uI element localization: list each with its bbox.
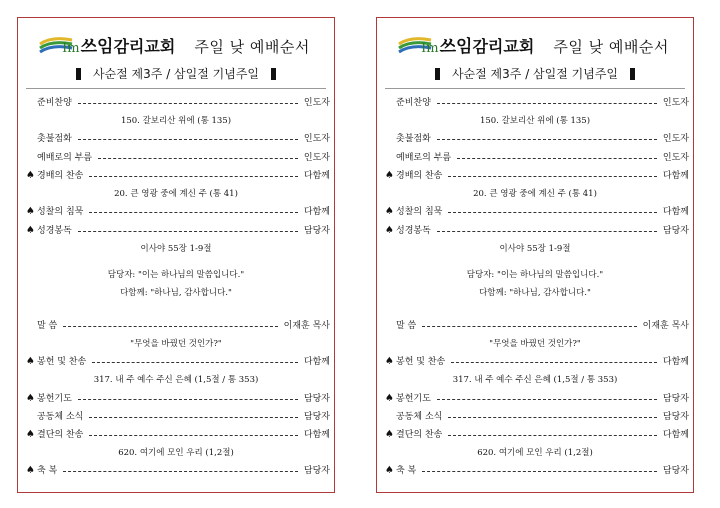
order-item-row (377, 224, 693, 238)
right-block-mark (271, 68, 276, 80)
order-item-label: 촛불점화 (396, 134, 431, 144)
order-item-role: 다함께 (303, 171, 330, 181)
dotted-leader (89, 435, 298, 436)
order-item-row (377, 428, 693, 442)
order-item-row (18, 392, 334, 406)
order-item-role: 담당자 (662, 394, 689, 404)
order-item-detail: 620. 여기에 모인 우리 (1,2절) (118, 448, 234, 458)
order-item-detail: 이사야 55장 1-9절 (499, 244, 571, 254)
dotted-leader (89, 417, 298, 418)
order-item-row (18, 464, 334, 478)
spade-icon: ♠ (385, 225, 394, 236)
order-item-role: 담당자 (662, 226, 689, 236)
order-item-role: 다함께 (662, 171, 689, 181)
order-item-label: 예배로의 부름 (37, 153, 93, 163)
order-item-label: 결단의 찬송 (396, 430, 443, 440)
order-item-detail: 620. 여기에 모인 우리 (1,2절) (477, 448, 593, 458)
order-item-label: 경배의 찬송 (396, 171, 443, 181)
order-item-row (377, 132, 693, 146)
dotted-leader (448, 435, 657, 436)
order-item-label: 성찰의 침묵 (37, 207, 84, 217)
right-block-mark (630, 68, 635, 80)
order-item-label: 공동체 소식 (396, 412, 443, 422)
subtitle-text: 사순절 제3주 / 삼일절 기념주일 (451, 67, 619, 81)
dotted-leader (98, 158, 298, 159)
spade-icon: ♠ (385, 170, 394, 181)
church-logo (401, 32, 534, 57)
order-item-label: 성찰의 침묵 (396, 207, 443, 217)
order-item-label: 성경봉독 (37, 226, 72, 236)
dotted-leader (78, 139, 298, 140)
dotted-leader (63, 326, 278, 327)
logo-ssu-text: 쓰임 (439, 37, 473, 57)
order-item-row (18, 319, 334, 333)
order-item-label: 봉헌기도 (37, 394, 72, 404)
order-item-role: 인도자 (303, 153, 330, 163)
dotted-leader (422, 471, 657, 472)
header-divider (26, 88, 326, 89)
order-item-role: 담당자 (303, 226, 330, 236)
order-item-label: 결단의 찬송 (37, 430, 84, 440)
order-item-label: 공동체 소식 (37, 412, 84, 422)
dotted-leader (451, 362, 657, 363)
left-block-mark (76, 68, 81, 80)
dotted-leader (92, 362, 298, 363)
logo-ssu-text: 쓰임 (80, 37, 114, 57)
order-item-row (18, 355, 334, 369)
dotted-leader (63, 471, 298, 472)
order-item-label: 축 복 (37, 466, 58, 476)
order-item-label: 봉헌 및 찬송 (396, 357, 446, 367)
dotted-leader (422, 326, 637, 327)
dotted-leader (437, 231, 657, 232)
dotted-leader (437, 139, 657, 140)
order-item-role: 이재훈 목사 (283, 321, 330, 331)
order-item-detail: 담당자: "이는 하나님의 말씀입니다." (466, 270, 604, 280)
order-item-detail: "무엇을 바꿨던 것인가?" (489, 339, 581, 349)
spade-icon: ♠ (26, 170, 35, 181)
spade-icon: ♠ (385, 465, 394, 476)
service-subtitle (377, 65, 693, 82)
order-item-row (377, 319, 693, 333)
dotted-leader (448, 176, 657, 177)
order-item-label: 봉헌기도 (396, 394, 431, 404)
order-item-role: 인도자 (662, 153, 689, 163)
order-item-role: 담당자 (303, 466, 330, 476)
spade-icon: ♠ (385, 393, 394, 404)
dotted-leader (89, 176, 298, 177)
order-item-row (377, 96, 693, 110)
bulletin-header (377, 32, 693, 62)
service-subtitle (18, 65, 334, 82)
order-item-role: 다함께 (303, 207, 330, 217)
order-item-label: 경배의 찬송 (37, 171, 84, 181)
order-item-role: 인도자 (303, 98, 330, 108)
dotted-leader (78, 231, 298, 232)
order-item-detail: 317. 내 주 예수 주신 은혜 (1,5절 / 통 353) (452, 375, 618, 385)
spade-icon: ♠ (385, 206, 394, 217)
spade-icon: ♠ (26, 393, 35, 404)
order-item-label: 봉헌 및 찬송 (37, 357, 87, 367)
bulletin-header (18, 32, 334, 62)
order-item-detail: 담당자: "이는 하나님의 말씀입니다." (107, 270, 245, 280)
order-item-label: 말 씀 (37, 321, 58, 331)
subtitle-text: 사순절 제3주 / 삼일절 기념주일 (92, 67, 260, 81)
order-item-detail: 317. 내 주 예수 주신 은혜 (1,5절 / 통 353) (93, 375, 259, 385)
order-item-role: 인도자 (303, 134, 330, 144)
order-item-row (18, 96, 334, 110)
order-item-row (18, 205, 334, 219)
dotted-leader (448, 417, 657, 418)
bulletin-page-left (17, 17, 335, 493)
order-item-row (18, 169, 334, 183)
order-item-detail: 다함께: "하나님, 감사합니다." (120, 288, 232, 298)
spade-icon: ♠ (26, 465, 35, 476)
spade-icon: ♠ (385, 356, 394, 367)
order-item-label: 준비찬양 (396, 98, 431, 108)
order-item-detail: 150. 갈보리산 위에 (통 135) (120, 116, 232, 126)
order-item-role: 담당자 (303, 412, 330, 422)
order-item-row (377, 410, 693, 424)
order-item-label: 준비찬양 (37, 98, 72, 108)
order-item-role: 다함께 (662, 430, 689, 440)
order-item-row (18, 410, 334, 424)
spade-icon: ♠ (26, 356, 35, 367)
dotted-leader (437, 399, 657, 400)
service-title: 주일 낮 예배순서 (194, 38, 310, 56)
dotted-leader (457, 158, 657, 159)
order-item-row (377, 464, 693, 478)
dotted-leader (78, 399, 298, 400)
order-item-label: 성경봉독 (396, 226, 431, 236)
logo-church-text: 감리교회 (472, 37, 535, 56)
service-title: 주일 낮 예배순서 (553, 38, 669, 56)
order-item-label: 예배로의 부름 (396, 153, 452, 163)
dotted-leader (89, 212, 298, 213)
order-item-row (18, 132, 334, 146)
order-item-role: 다함께 (303, 430, 330, 440)
order-item-row (377, 151, 693, 165)
church-logo (42, 32, 175, 57)
order-item-row (377, 205, 693, 219)
logo-im-text: Im (62, 41, 80, 56)
order-item-label: 촛불점화 (37, 134, 72, 144)
order-item-detail: 이사야 55장 1-9절 (140, 244, 212, 254)
bulletin-page-right (376, 17, 694, 493)
order-item-role: 담당자 (662, 412, 689, 422)
order-item-detail: 20. 큰 영광 중에 계신 주 (통 41) (473, 189, 597, 199)
left-block-mark (435, 68, 440, 80)
dotted-leader (78, 103, 298, 104)
order-item-row (377, 355, 693, 369)
order-item-role: 다함께 (662, 357, 689, 367)
order-item-detail: 다함께: "하나님, 감사합니다." (479, 288, 591, 298)
order-item-row (18, 428, 334, 442)
spade-icon: ♠ (385, 429, 394, 440)
order-item-row (18, 151, 334, 165)
order-item-label: 말 씀 (396, 321, 417, 331)
logo-church-text: 감리교회 (113, 37, 176, 56)
header-divider (385, 88, 685, 89)
spade-icon: ♠ (26, 206, 35, 217)
order-item-role: 담당자 (662, 466, 689, 476)
order-item-role: 이재훈 목사 (642, 321, 689, 331)
order-item-role: 담당자 (303, 394, 330, 404)
logo-im-text: Im (421, 41, 439, 56)
order-item-label: 축 복 (396, 466, 417, 476)
order-item-row (18, 224, 334, 238)
dotted-leader (437, 103, 657, 104)
order-item-detail: 20. 큰 영광 중에 계신 주 (통 41) (114, 189, 238, 199)
spade-icon: ♠ (26, 225, 35, 236)
order-item-role: 다함께 (662, 207, 689, 217)
spade-icon: ♠ (26, 429, 35, 440)
order-item-detail: "무엇을 바꿨던 것인가?" (130, 339, 222, 349)
order-item-role: 다함께 (303, 357, 330, 367)
order-item-role: 인도자 (662, 134, 689, 144)
order-item-row (377, 392, 693, 406)
order-item-detail: 150. 갈보리산 위에 (통 135) (479, 116, 591, 126)
order-item-role: 인도자 (662, 98, 689, 108)
dotted-leader (448, 212, 657, 213)
order-item-row (377, 169, 693, 183)
